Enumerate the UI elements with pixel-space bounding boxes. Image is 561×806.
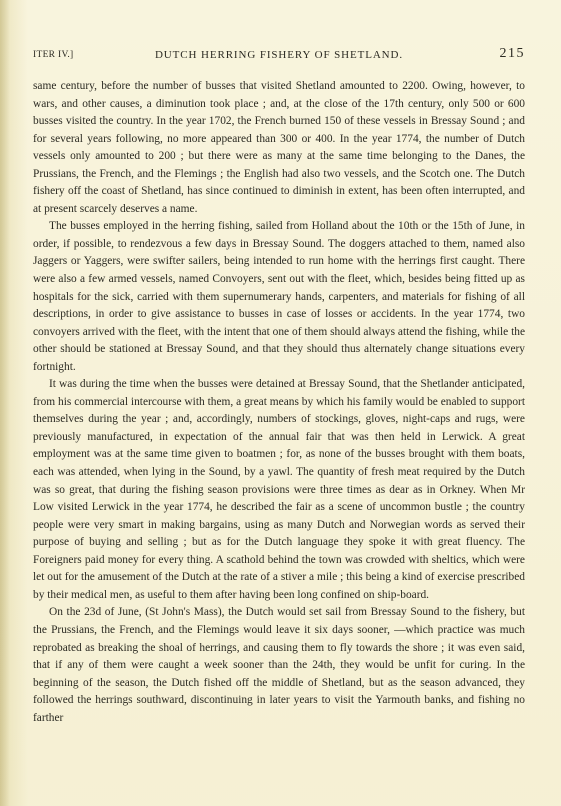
paragraph-3: It was during the time when the busses were detained at Bressay Sound, that the Shetlander anticipated, from his commercial intercourse with them, a great means by which his family would be enabled to support themselves during the year ; and, accordingly, numbers of stockings, gloves, night-caps and rugs, were previously manufactured, in expectation of the annual fair that was then held in Lerwick. A great employment was at the same time given to boatmen ; for, as none of the busses brought with them boats, each was attended, when lying in the Sound, by a yawl. The quantity of fresh meat required by the Dutch was so great, that during the fishing season provisions were three times as dear as in Orkney. When Mr Low visited Lerwick in the year 1774, he described the fair as a scene of uncommon bustle ; the country people were very smart in making bargains, using as many Dutch and Norwegian words as served their purpose of buying and selling ; but as for the Dutch language they spoke it with great fluency. The Foreigners paid money for every thing. A scathold behind the town was crowded with sheltics, which were let out for the amusement of the Dutch at the rate of a stiver a mile ; this being a kind of exercise prescribed by their medical men, as useful to them after having been long confined on ship-board. <box>33 378 525 601</box>
paragraph-2: The busses employed in the herring fishing, sailed from Holland about the 10th or the 15th of June, in order, if possible, to rendezvous a few days in Bressay Sound. The doggers attached to them, named also Jaggers or Yaggers, were swifter sailers, being intended to run home with the herrings first caught. There were also a few armed vessels, named Convoyers, sent out with the fleet, which, besides being fitted up as hospitals for the sick, carried with them supernumerary hands, carpenters, and materials for fishing of all descriptions, in order to give assistance to busses in case of losses or accidents. In the year 1774, two convoyers arrived with the fleet, with the intent that one of them should always attend the fishing, while the other should be stationed at Bressay Sound, and that they should thus alternately change situations every fortnight. <box>33 220 525 373</box>
chapter-reference: ITER IV.] <box>33 50 74 60</box>
running-head <box>33 46 525 66</box>
paragraph-1: same century, before the number of busses that visited Shetland amounted to 2200. Owing, however, to wars, and other causes, a diminution took place ; and, at the close of the 17th century, only 500 or 600 busses visited the country. In the year 1702, the French burned 150 of these vessels in Bressay Sound ; and for several years following, no more appeared than 300 or 400. In the year 1774, the number of Dutch vessels only amounted to 200 ; but there were as many at the same time belonging to the Danes, the Prussians, the French, and the Flemings ; the English had also two vessels, and the Scotch one. The Dutch fishery off the coast of Shetland, has since continued to diminish in extent, has been often interrupted, and at present scarcely deserves a name. <box>33 80 525 215</box>
page-gutter-shadow <box>0 0 10 806</box>
paragraph-4: On the 23d of June, (St John's Mass), the Dutch would set sail from Bressay Sound to the fishery, but the Prussians, the French, and the Flemings would leave it six days sooner, —which practice was much reprobated as breaking the shoal of herrings, and causing them to fly towards the shore ; it was even said, that if any of them were caught a week sooner than the 24th, they would be unfit for curing. In the beginning of the season, the Dutch fished off the middle of Shetland, but as the season advanced, they followed the herrings southward, discontinuing in later years to visit the Yarmouth banks, and fishing no farther <box>33 606 525 724</box>
body-text <box>33 78 525 727</box>
running-title: DUTCH HERRING FISHERY OF SHETLAND. <box>154 49 404 61</box>
page-number: 215 <box>499 46 525 61</box>
